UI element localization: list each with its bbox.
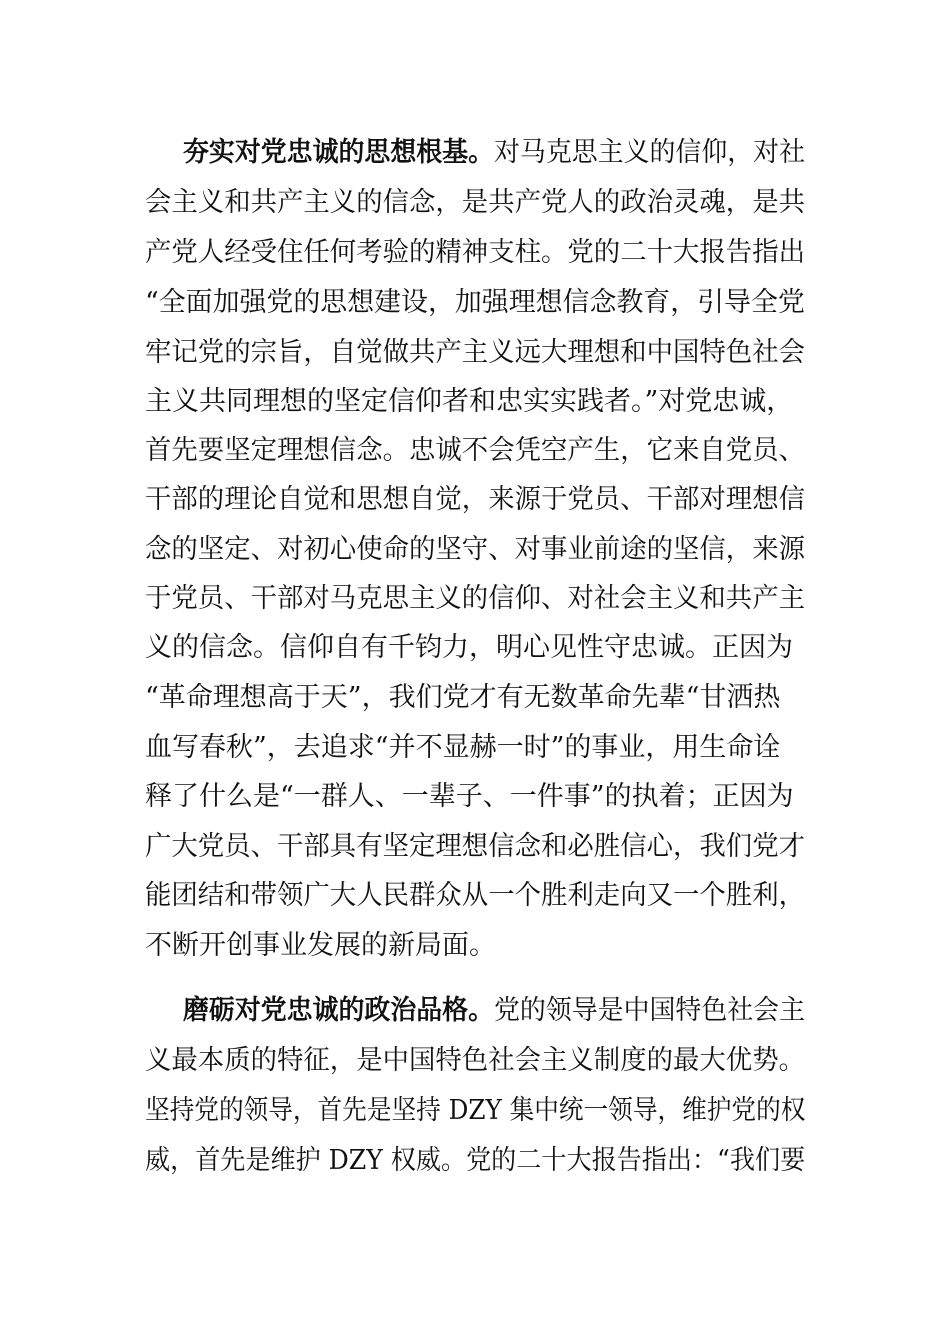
paragraph-2-heading: 磨砺对党忠诚的政治品格。 [183, 995, 494, 1026]
paragraph-2-line-1 [183, 994, 805, 1028]
paragraph-1-line-2: 会主义和共产主义的信念，是共产党人的政治灵魂，是共 [145, 187, 805, 218]
paragraph-1-line-14: 释了什么是“一群人、一辈子、一件事”的执着；正因为 [145, 781, 794, 812]
paragraph-1-line-8: 干部的理论自觉和思想自觉，来源于党员、干部对理想信 [145, 484, 805, 515]
paragraph-1-line-5: 牢记党的宗旨，自觉做共产主义远大理想和中国特色社会 [145, 337, 805, 368]
paragraph-1-line-9: 念的坚定、对初心使命的坚守、对事业前途的坚信，来源 [145, 534, 805, 565]
paragraph-1-line-1 [183, 136, 805, 170]
paragraph-2-line-3: 坚持党的领导，首先是坚持 DZY 集中统一领导，维护党的权 [145, 1095, 806, 1126]
paragraph-2-line-2: 义最本质的特征，是中国特色社会主义制度的最大优势。 [145, 1045, 805, 1076]
paragraph-1-line-15: 广大党员、干部具有坚定理想信念和必胜信心，我们党才 [145, 831, 805, 862]
paragraph-1-heading: 夯实对党忠诚的思想根基。 [183, 137, 494, 168]
paragraph-1-line-11: 义的信念。信仰自有千钧力，明心见性守忠诚。正因为 [145, 632, 793, 663]
paragraph-1-text: 对马克思主义的信仰，对社 [494, 137, 805, 168]
paragraph-1-line-4: “全面加强党的思想建设，加强理想信念教育，引导全党 [145, 287, 805, 318]
paragraph-1-line-16: 能团结和带领广大人民群众从一个胜利走向又一个胜利， [145, 880, 805, 911]
paragraph-1-line-3: 产党人经受住任何考验的精神支柱。党的二十大报告指出 [145, 237, 805, 268]
paragraph-1-line-10: 于党员、干部对马克思主义的信仰、对社会主义和共产主 [145, 583, 805, 614]
paragraph-1-line-13: 血写春秋”，去追求“并不显赫一时”的事业，用生命诠 [145, 732, 781, 763]
paragraph-1-line-7: 首先要坚定理想信念。忠诚不会凭空产生，它来自党员、 [145, 435, 805, 466]
paragraph-1-line-12: “革命理想高于天”，我们党才有无数革命先辈“甘洒热 [145, 682, 781, 713]
paragraph-2-text: 党的领导是中国特色社会主 [494, 995, 805, 1026]
paragraph-1-line-6: 主义共同理想的坚定信仰者和忠实实践者。”对党忠诚， [145, 386, 794, 417]
paragraph-1-line-17: 不断开创事业发展的新局面。 [145, 930, 496, 961]
paragraph-2-line-4: 威，首先是维护 DZY 权威。党的二十大报告指出：“我们要 [145, 1145, 806, 1176]
